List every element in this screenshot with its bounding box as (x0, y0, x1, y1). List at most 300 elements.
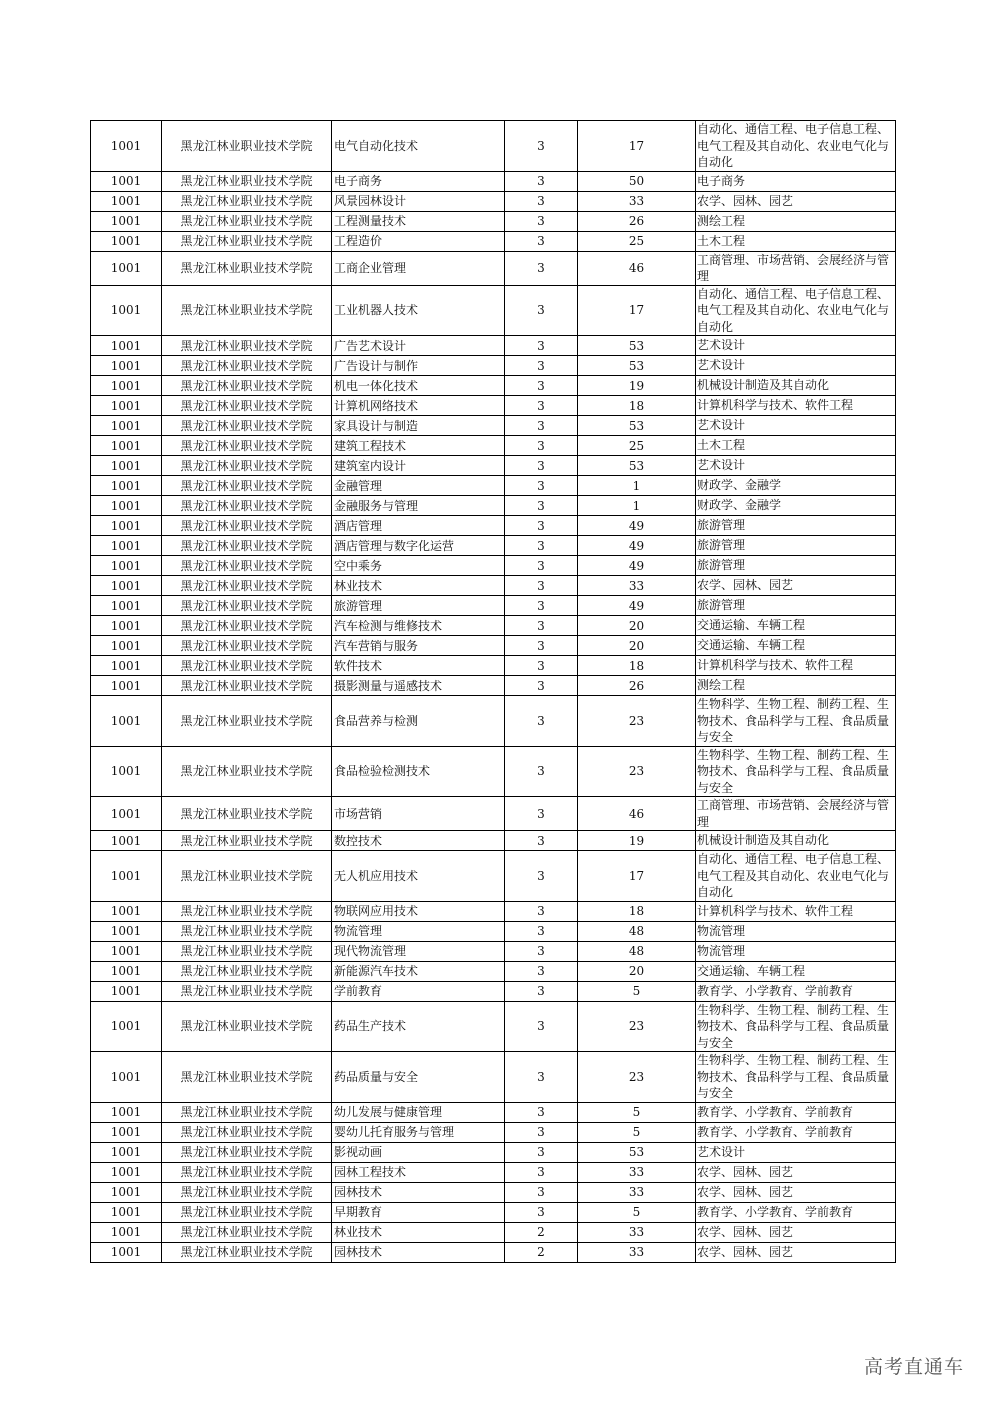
institution-code-cell: 1001 (91, 1102, 162, 1122)
study-years-cell: 3 (505, 121, 578, 172)
institution-name-cell: 黑龙江林业职业技术学院 (162, 456, 332, 476)
table-row (91, 251, 896, 285)
related-majors-cell: 财政学、金融学 (696, 496, 896, 516)
related-majors-cell: 机械设计制造及其自动化 (696, 376, 896, 396)
major-name-cell: 旅游管理 (332, 596, 505, 616)
institution-code-cell: 1001 (91, 696, 162, 747)
institution-name-cell: 黑龙江林业职业技术学院 (162, 696, 332, 747)
major-name-cell: 数控技术 (332, 831, 505, 851)
table-row (91, 746, 896, 797)
table-row (91, 1102, 896, 1122)
related-majors-cell: 艺术设计 (696, 1142, 896, 1162)
table-row (91, 476, 896, 496)
table-row (91, 797, 896, 831)
table-row (91, 396, 896, 416)
institution-code-cell: 1001 (91, 1122, 162, 1142)
major-name-cell: 婴幼儿托育服务与管理 (332, 1122, 505, 1142)
table-row (91, 676, 896, 696)
institution-code-cell: 1001 (91, 516, 162, 536)
major-name-cell: 药品生产技术 (332, 1001, 505, 1052)
major-name-cell: 工程测量技术 (332, 211, 505, 231)
institution-code-cell: 1001 (91, 285, 162, 336)
institution-name-cell: 黑龙江林业职业技术学院 (162, 1122, 332, 1142)
institution-code-cell: 1001 (91, 901, 162, 921)
table-row (91, 901, 896, 921)
institution-name-cell: 黑龙江林业职业技术学院 (162, 1202, 332, 1222)
table-row (91, 921, 896, 941)
category-code-cell: 46 (578, 251, 696, 285)
study-years-cell: 3 (505, 496, 578, 516)
major-name-cell: 新能源汽车技术 (332, 961, 505, 981)
institution-name-cell: 黑龙江林业职业技术学院 (162, 636, 332, 656)
institution-name-cell: 黑龙江林业职业技术学院 (162, 191, 332, 211)
category-code-cell: 17 (578, 121, 696, 172)
category-code-cell: 1 (578, 476, 696, 496)
institution-code-cell: 1001 (91, 1242, 162, 1262)
category-code-cell: 26 (578, 676, 696, 696)
table-row (91, 356, 896, 376)
study-years-cell: 2 (505, 1242, 578, 1262)
table-row (91, 336, 896, 356)
table-row (91, 211, 896, 231)
related-majors-cell: 交通运输、车辆工程 (696, 616, 896, 636)
table-row (91, 436, 896, 456)
related-majors-cell: 生物科学、生物工程、制药工程、生物技术、食品科学与工程、食品质量与安全 (696, 746, 896, 797)
study-years-cell: 3 (505, 376, 578, 396)
institution-name-cell: 黑龙江林业职业技术学院 (162, 1182, 332, 1202)
majors-table-body (91, 121, 896, 1263)
institution-name-cell: 黑龙江林业职业技术学院 (162, 1162, 332, 1182)
related-majors-cell: 交通运输、车辆工程 (696, 961, 896, 981)
related-majors-cell: 机械设计制造及其自动化 (696, 831, 896, 851)
study-years-cell: 3 (505, 961, 578, 981)
major-name-cell: 汽车检测与维修技术 (332, 616, 505, 636)
table-row (91, 616, 896, 636)
institution-code-cell: 1001 (91, 211, 162, 231)
related-majors-cell: 教育学、小学教育、学前教育 (696, 981, 896, 1001)
related-majors-cell: 艺术设计 (696, 336, 896, 356)
category-code-cell: 25 (578, 436, 696, 456)
table-row (91, 171, 896, 191)
table-row (91, 1142, 896, 1162)
majors-table (90, 120, 896, 1263)
study-years-cell: 3 (505, 456, 578, 476)
institution-name-cell: 黑龙江林业职业技术学院 (162, 616, 332, 636)
institution-name-cell: 黑龙江林业职业技术学院 (162, 516, 332, 536)
institution-code-cell: 1001 (91, 1182, 162, 1202)
related-majors-cell: 教育学、小学教育、学前教育 (696, 1122, 896, 1142)
institution-name-cell: 黑龙江林业职业技术学院 (162, 251, 332, 285)
study-years-cell: 3 (505, 596, 578, 616)
institution-name-cell: 黑龙江林业职业技术学院 (162, 536, 332, 556)
major-name-cell: 机电一体化技术 (332, 376, 505, 396)
category-code-cell: 5 (578, 981, 696, 1001)
related-majors-cell: 电子商务 (696, 171, 896, 191)
institution-name-cell: 黑龙江林业职业技术学院 (162, 336, 332, 356)
major-name-cell: 汽车营销与服务 (332, 636, 505, 656)
institution-code-cell: 1001 (91, 1222, 162, 1242)
table-row (91, 656, 896, 676)
category-code-cell: 53 (578, 416, 696, 436)
institution-code-cell: 1001 (91, 746, 162, 797)
study-years-cell: 3 (505, 436, 578, 456)
study-years-cell: 2 (505, 1222, 578, 1242)
table-row (91, 961, 896, 981)
institution-code-cell: 1001 (91, 1001, 162, 1052)
category-code-cell: 20 (578, 616, 696, 636)
major-name-cell: 药品质量与安全 (332, 1052, 505, 1103)
related-majors-cell: 自动化、通信工程、电子信息工程、电气工程及其自动化、农业电气化与自动化 (696, 851, 896, 902)
related-majors-cell: 旅游管理 (696, 556, 896, 576)
study-years-cell: 3 (505, 616, 578, 636)
institution-code-cell: 1001 (91, 436, 162, 456)
table-row (91, 556, 896, 576)
category-code-cell: 20 (578, 961, 696, 981)
category-code-cell: 33 (578, 1222, 696, 1242)
watermark: 高考直通车 (863, 1356, 964, 1378)
related-majors-cell: 农学、园林、园艺 (696, 1182, 896, 1202)
category-code-cell: 33 (578, 191, 696, 211)
major-name-cell: 林业技术 (332, 1222, 505, 1242)
institution-code-cell: 1001 (91, 831, 162, 851)
major-name-cell: 幼儿发展与健康管理 (332, 1102, 505, 1122)
institution-name-cell: 黑龙江林业职业技术学院 (162, 576, 332, 596)
category-code-cell: 49 (578, 556, 696, 576)
study-years-cell: 3 (505, 797, 578, 831)
institution-code-cell: 1001 (91, 596, 162, 616)
major-name-cell: 家具设计与制造 (332, 416, 505, 436)
related-majors-cell: 测绘工程 (696, 211, 896, 231)
institution-code-cell: 1001 (91, 336, 162, 356)
category-code-cell: 33 (578, 1182, 696, 1202)
study-years-cell: 3 (505, 416, 578, 436)
institution-name-cell: 黑龙江林业职业技术学院 (162, 746, 332, 797)
major-name-cell: 软件技术 (332, 656, 505, 676)
table-row (91, 851, 896, 902)
institution-name-cell: 黑龙江林业职业技术学院 (162, 356, 332, 376)
study-years-cell: 3 (505, 921, 578, 941)
table-row (91, 285, 896, 336)
related-majors-cell: 生物科学、生物工程、制药工程、生物技术、食品科学与工程、食品质量与安全 (696, 696, 896, 747)
category-code-cell: 5 (578, 1102, 696, 1122)
institution-code-cell: 1001 (91, 576, 162, 596)
related-majors-cell: 生物科学、生物工程、制药工程、生物技术、食品科学与工程、食品质量与安全 (696, 1052, 896, 1103)
table-row (91, 231, 896, 251)
institution-code-cell: 1001 (91, 941, 162, 961)
table-row (91, 516, 896, 536)
study-years-cell: 3 (505, 746, 578, 797)
related-majors-cell: 自动化、通信工程、电子信息工程、电气工程及其自动化、农业电气化与自动化 (696, 285, 896, 336)
institution-code-cell: 1001 (91, 396, 162, 416)
major-name-cell: 园林工程技术 (332, 1162, 505, 1182)
study-years-cell: 3 (505, 851, 578, 902)
major-name-cell: 林业技术 (332, 576, 505, 596)
institution-code-cell: 1001 (91, 636, 162, 656)
study-years-cell: 3 (505, 1162, 578, 1182)
institution-code-cell: 1001 (91, 616, 162, 636)
institution-code-cell: 1001 (91, 376, 162, 396)
institution-code-cell: 1001 (91, 231, 162, 251)
major-name-cell: 物联网应用技术 (332, 901, 505, 921)
study-years-cell: 3 (505, 1182, 578, 1202)
category-code-cell: 23 (578, 1052, 696, 1103)
related-majors-cell: 计算机科学与技术、软件工程 (696, 901, 896, 921)
related-majors-cell: 工商管理、市场营销、会展经济与管理 (696, 251, 896, 285)
institution-name-cell: 黑龙江林业职业技术学院 (162, 121, 332, 172)
major-name-cell: 工业机器人技术 (332, 285, 505, 336)
study-years-cell: 3 (505, 476, 578, 496)
related-majors-cell: 旅游管理 (696, 536, 896, 556)
category-code-cell: 46 (578, 797, 696, 831)
table-row (91, 191, 896, 211)
table-row (91, 1202, 896, 1222)
institution-code-cell: 1001 (91, 191, 162, 211)
institution-code-cell: 1001 (91, 1142, 162, 1162)
major-name-cell: 金融服务与管理 (332, 496, 505, 516)
related-majors-cell: 农学、园林、园艺 (696, 1242, 896, 1262)
major-name-cell: 物流管理 (332, 921, 505, 941)
related-majors-cell: 教育学、小学教育、学前教育 (696, 1202, 896, 1222)
institution-code-cell: 1001 (91, 1052, 162, 1103)
major-name-cell: 工商企业管理 (332, 251, 505, 285)
table-row (91, 1222, 896, 1242)
study-years-cell: 3 (505, 696, 578, 747)
study-years-cell: 3 (505, 1142, 578, 1162)
related-majors-cell: 教育学、小学教育、学前教育 (696, 1102, 896, 1122)
category-code-cell: 19 (578, 376, 696, 396)
related-majors-cell: 工商管理、市场营销、会展经济与管理 (696, 797, 896, 831)
institution-code-cell: 1001 (91, 456, 162, 476)
institution-name-cell: 黑龙江林业职业技术学院 (162, 396, 332, 416)
study-years-cell: 3 (505, 396, 578, 416)
major-name-cell: 电气自动化技术 (332, 121, 505, 172)
table-row (91, 1242, 896, 1262)
institution-name-cell: 黑龙江林业职业技术学院 (162, 436, 332, 456)
major-name-cell: 计算机网络技术 (332, 396, 505, 416)
institution-name-cell: 黑龙江林业职业技术学院 (162, 901, 332, 921)
institution-code-cell: 1001 (91, 981, 162, 1001)
institution-code-cell: 1001 (91, 921, 162, 941)
related-majors-cell: 财政学、金融学 (696, 476, 896, 496)
study-years-cell: 3 (505, 1202, 578, 1222)
major-name-cell: 金融管理 (332, 476, 505, 496)
study-years-cell: 3 (505, 336, 578, 356)
study-years-cell: 3 (505, 1122, 578, 1142)
major-name-cell: 食品检验检测技术 (332, 746, 505, 797)
study-years-cell: 3 (505, 251, 578, 285)
institution-name-cell: 黑龙江林业职业技术学院 (162, 981, 332, 1001)
institution-name-cell: 黑龙江林业职业技术学院 (162, 1052, 332, 1103)
major-name-cell: 工程造价 (332, 231, 505, 251)
institution-name-cell: 黑龙江林业职业技术学院 (162, 416, 332, 436)
institution-code-cell: 1001 (91, 121, 162, 172)
table-row (91, 1162, 896, 1182)
institution-name-cell: 黑龙江林业职业技术学院 (162, 1001, 332, 1052)
category-code-cell: 33 (578, 1242, 696, 1262)
institution-name-cell: 黑龙江林业职业技术学院 (162, 676, 332, 696)
category-code-cell: 50 (578, 171, 696, 191)
category-code-cell: 18 (578, 656, 696, 676)
major-name-cell: 空中乘务 (332, 556, 505, 576)
category-code-cell: 5 (578, 1202, 696, 1222)
table-row (91, 1122, 896, 1142)
institution-code-cell: 1001 (91, 251, 162, 285)
category-code-cell: 5 (578, 1122, 696, 1142)
major-name-cell: 建筑工程技术 (332, 436, 505, 456)
institution-name-cell: 黑龙江林业职业技术学院 (162, 556, 332, 576)
institution-code-cell: 1001 (91, 656, 162, 676)
related-majors-cell: 农学、园林、园艺 (696, 576, 896, 596)
category-code-cell: 48 (578, 941, 696, 961)
related-majors-cell: 旅游管理 (696, 516, 896, 536)
institution-name-cell: 黑龙江林业职业技术学院 (162, 941, 332, 961)
study-years-cell: 3 (505, 1052, 578, 1103)
institution-name-cell: 黑龙江林业职业技术学院 (162, 496, 332, 516)
related-majors-cell: 土木工程 (696, 231, 896, 251)
table-row (91, 831, 896, 851)
table-row (91, 416, 896, 436)
major-name-cell: 无人机应用技术 (332, 851, 505, 902)
study-years-cell: 3 (505, 831, 578, 851)
related-majors-cell: 农学、园林、园艺 (696, 191, 896, 211)
table-row (91, 941, 896, 961)
study-years-cell: 3 (505, 231, 578, 251)
institution-name-cell: 黑龙江林业职业技术学院 (162, 231, 332, 251)
institution-code-cell: 1001 (91, 496, 162, 516)
major-name-cell: 早期教育 (332, 1202, 505, 1222)
category-code-cell: 20 (578, 636, 696, 656)
study-years-cell: 3 (505, 1001, 578, 1052)
related-majors-cell: 艺术设计 (696, 416, 896, 436)
institution-name-cell: 黑龙江林业职业技术学院 (162, 171, 332, 191)
institution-code-cell: 1001 (91, 1202, 162, 1222)
category-code-cell: 18 (578, 396, 696, 416)
institution-code-cell: 1001 (91, 676, 162, 696)
category-code-cell: 53 (578, 356, 696, 376)
related-majors-cell: 农学、园林、园艺 (696, 1222, 896, 1242)
institution-code-cell: 1001 (91, 797, 162, 831)
study-years-cell: 3 (505, 536, 578, 556)
major-name-cell: 影视动画 (332, 1142, 505, 1162)
related-majors-cell: 农学、园林、园艺 (696, 1162, 896, 1182)
institution-name-cell: 黑龙江林业职业技术学院 (162, 476, 332, 496)
study-years-cell: 3 (505, 556, 578, 576)
study-years-cell: 3 (505, 981, 578, 1001)
table-row (91, 596, 896, 616)
institution-name-cell: 黑龙江林业职业技术学院 (162, 921, 332, 941)
institution-name-cell: 黑龙江林业职业技术学院 (162, 211, 332, 231)
table-row (91, 456, 896, 476)
major-name-cell: 现代物流管理 (332, 941, 505, 961)
related-majors-cell: 测绘工程 (696, 676, 896, 696)
major-name-cell: 广告设计与制作 (332, 356, 505, 376)
major-name-cell: 建筑室内设计 (332, 456, 505, 476)
study-years-cell: 3 (505, 211, 578, 231)
study-years-cell: 3 (505, 941, 578, 961)
institution-name-cell: 黑龙江林业职业技术学院 (162, 831, 332, 851)
related-majors-cell: 自动化、通信工程、电子信息工程、电气工程及其自动化、农业电气化与自动化 (696, 121, 896, 172)
table-row (91, 636, 896, 656)
table-row (91, 1001, 896, 1052)
study-years-cell: 3 (505, 576, 578, 596)
category-code-cell: 23 (578, 696, 696, 747)
category-code-cell: 33 (578, 576, 696, 596)
major-name-cell: 学前教育 (332, 981, 505, 1001)
major-name-cell: 电子商务 (332, 171, 505, 191)
institution-name-cell: 黑龙江林业职业技术学院 (162, 285, 332, 336)
category-code-cell: 49 (578, 536, 696, 556)
category-code-cell: 1 (578, 496, 696, 516)
related-majors-cell: 土木工程 (696, 436, 896, 456)
institution-code-cell: 1001 (91, 416, 162, 436)
major-name-cell: 酒店管理 (332, 516, 505, 536)
category-code-cell: 33 (578, 1162, 696, 1182)
institution-code-cell: 1001 (91, 851, 162, 902)
category-code-cell: 23 (578, 1001, 696, 1052)
table-row (91, 696, 896, 747)
institution-code-cell: 1001 (91, 961, 162, 981)
institution-name-cell: 黑龙江林业职业技术学院 (162, 961, 332, 981)
study-years-cell: 3 (505, 171, 578, 191)
major-name-cell: 园林技术 (332, 1242, 505, 1262)
major-name-cell: 市场营销 (332, 797, 505, 831)
category-code-cell: 53 (578, 336, 696, 356)
category-code-cell: 25 (578, 231, 696, 251)
major-name-cell: 风景园林设计 (332, 191, 505, 211)
table-row (91, 1052, 896, 1103)
institution-code-cell: 1001 (91, 536, 162, 556)
institution-name-cell: 黑龙江林业职业技术学院 (162, 596, 332, 616)
category-code-cell: 18 (578, 901, 696, 921)
table-row (91, 576, 896, 596)
study-years-cell: 3 (505, 656, 578, 676)
related-majors-cell: 生物科学、生物工程、制药工程、生物技术、食品科学与工程、食品质量与安全 (696, 1001, 896, 1052)
institution-name-cell: 黑龙江林业职业技术学院 (162, 1102, 332, 1122)
institution-name-cell: 黑龙江林业职业技术学院 (162, 1142, 332, 1162)
institution-name-cell: 黑龙江林业职业技术学院 (162, 656, 332, 676)
related-majors-cell: 艺术设计 (696, 356, 896, 376)
table-row (91, 496, 896, 516)
institution-code-cell: 1001 (91, 476, 162, 496)
institution-name-cell: 黑龙江林业职业技术学院 (162, 797, 332, 831)
institution-code-cell: 1001 (91, 171, 162, 191)
related-majors-cell: 旅游管理 (696, 596, 896, 616)
category-code-cell: 48 (578, 921, 696, 941)
study-years-cell: 3 (505, 1102, 578, 1122)
study-years-cell: 3 (505, 516, 578, 536)
study-years-cell: 3 (505, 636, 578, 656)
category-code-cell: 19 (578, 831, 696, 851)
table-row (91, 1182, 896, 1202)
major-name-cell: 广告艺术设计 (332, 336, 505, 356)
institution-name-cell: 黑龙江林业职业技术学院 (162, 1242, 332, 1262)
study-years-cell: 3 (505, 676, 578, 696)
study-years-cell: 3 (505, 901, 578, 921)
related-majors-cell: 物流管理 (696, 921, 896, 941)
category-code-cell: 53 (578, 1142, 696, 1162)
study-years-cell: 3 (505, 285, 578, 336)
table-row (91, 121, 896, 172)
major-name-cell: 摄影测量与遥感技术 (332, 676, 505, 696)
related-majors-cell: 交通运输、车辆工程 (696, 636, 896, 656)
related-majors-cell: 计算机科学与技术、软件工程 (696, 656, 896, 676)
category-code-cell: 53 (578, 456, 696, 476)
major-name-cell: 酒店管理与数字化运营 (332, 536, 505, 556)
category-code-cell: 26 (578, 211, 696, 231)
study-years-cell: 3 (505, 356, 578, 376)
category-code-cell: 17 (578, 851, 696, 902)
category-code-cell: 49 (578, 596, 696, 616)
